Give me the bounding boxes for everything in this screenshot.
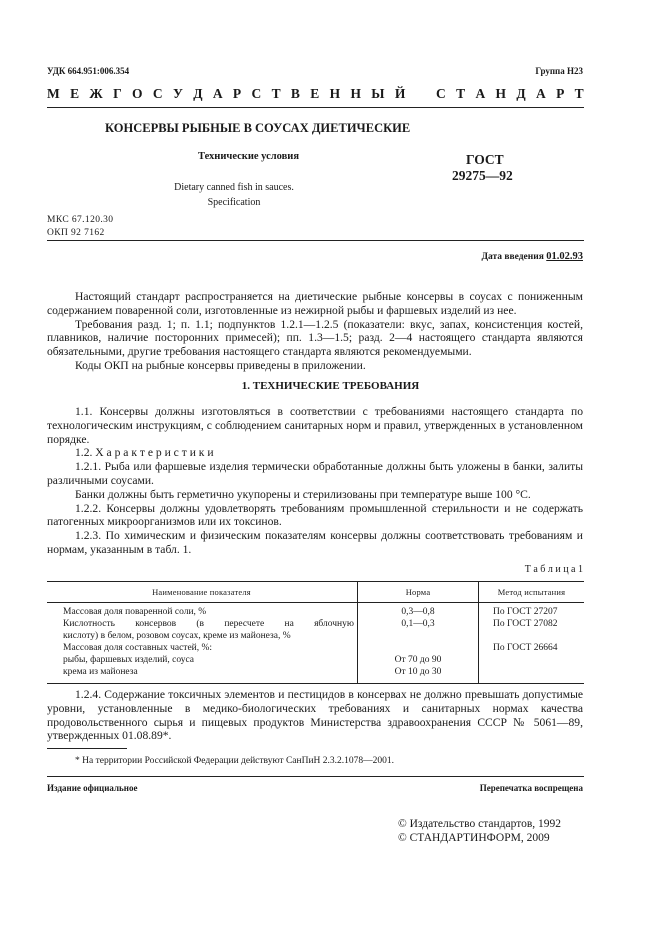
table-header: Наименование показателя <box>47 582 358 603</box>
table-row: Массовая доля составных частей, %: По ГОСТ 26664 <box>47 642 584 654</box>
document-subtitle: Технические условия <box>198 151 300 162</box>
paragraph: 1.2.3. По химическим и физическим показателям консервы должны соответствовать требованиям и нормам, указанным в табл. 1. <box>47 529 583 556</box>
section-1-continued <box>47 688 583 743</box>
paragraph: 1.2.2. Консервы должны удовлетворять требованиям промышленной стерильности и не содержать патогенных микроорганизмов или их токсинов. <box>47 501 583 529</box>
table-1 <box>47 581 584 684</box>
paragraph: 1.2.4. Содержание токсичных элементов и пестицидов в консервах не должно превышать допустимые уровни, установленные в медико-биологических требованиях и санитарных нормах качества продовольственного сырья и пищевых продуктов Министерства здравоохранения СССР № 5061—89, утвержденных 01.08.89*. <box>47 688 583 743</box>
paragraph: Требования разд. 1; п. 1.1; подпунктов 1.2.1—1.2.5 (показатели: вкус, запах, консистенция костей, плавников, наличие посторонних примесей); пп. 1.3—1.5; разд. 2—4 настоящего стандарта являются обязательными, другие требования настоящего стандарта являются рекомендуемыми. <box>47 317 583 359</box>
footnote-rule <box>47 748 127 749</box>
header-rule <box>47 107 584 108</box>
table-header: Норма <box>358 582 479 603</box>
interstate-standard-banner: М Е Ж Г О С У Д А Р С Т В Е Н Н Ы Й С Т А Н Д А Р Т <box>47 86 584 101</box>
english-title: Dietary canned fish in sauces. Specification <box>174 182 294 208</box>
table-row: Массовая доля поваренной соли, % 0,3—0,8 По ГОСТ 27207 <box>47 603 584 619</box>
section-1-text <box>47 405 583 557</box>
paragraph: 1.1. Консервы должны изготовляться в соответствии с требованиями настоящего стандарта по технологическим инструкциям, с соблюдением санитарных норм и правил, утвержденных в установленном порядке. <box>47 405 583 446</box>
table-caption: Т а б л и ц а 1 <box>524 564 583 575</box>
edition-label: Издание официальное <box>47 783 138 793</box>
table-row: крема из майонеза От 10 до 30 <box>47 666 584 684</box>
intro-text <box>47 290 583 373</box>
reprint-notice: Перепечатка воспрещена <box>479 783 583 793</box>
copyright: © Издательство стандартов, 1992 © СТАНДАРТИНФОРМ, 2009 <box>398 818 562 844</box>
paragraph: Настоящий стандарт распространяется на диетические рыбные консервы в соусах с пониженным содержанием поваренной соли, изготовленные из нежирной рыбы и фаршевых изделий из нее. <box>47 290 583 317</box>
document-title: КОНСЕРВЫ РЫБНЫЕ В СОУСАХ ДИЕТИЧЕСКИЕ <box>105 121 411 135</box>
paragraph: Банки должны быть герметично укупорены и стерилизованы при температуре выше 100 °С. <box>75 487 531 501</box>
table-row: Кислотность консервов (в пересчете на яблочную кислоту) в белом, розовом соусах, креме из майонеза, % 0,1—0,3 По ГОСТ 27082 <box>47 618 584 642</box>
table-header: Метод испытания <box>479 582 585 603</box>
section-heading: 1. ТЕХНИЧЕСКИЕ ТРЕБОВАНИЯ <box>241 380 420 392</box>
gost-designation: ГОСТ 29275—92 <box>452 152 513 183</box>
paragraph: 1.2.1. Рыба или фаршевые изделия термически обработанные должны быть уложены в банки, залиты различными соусами. <box>47 460 583 487</box>
table-row: рыбы, фаршевых изделий, соуса От 70 до 90 <box>47 654 584 666</box>
title-block-rule <box>47 240 584 241</box>
introduction-date: Дата введения 01.02.93 <box>481 251 583 262</box>
paragraph: Коды ОКП на рыбные консервы приведены в приложении. <box>75 358 366 372</box>
group-code: Группа Н23 <box>535 66 583 76</box>
paragraph: 1.2. Х а р а к т е р и с т и к и <box>75 446 214 460</box>
udk-code: УДК 664.951:006.354 <box>47 66 130 76</box>
footnote: * На территории Российской Федерации действуют СанПиН 2.3.2.1078—2001. <box>75 756 395 766</box>
footer-rule <box>47 776 584 777</box>
classification-codes: МКС 67.120.30 ОКП 92 7162 <box>47 215 114 238</box>
